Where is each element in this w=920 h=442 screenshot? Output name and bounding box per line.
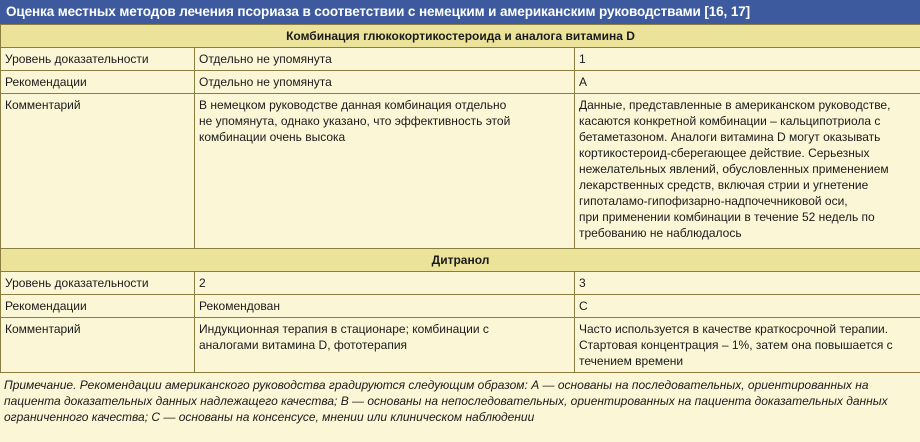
table-row [1,48,920,71]
row-label: Уровень доказательности [1,272,195,295]
german-cell: В немецком руководстве данная комбинация отдельно не упомянута, однако указано, что эффективность этой комбинации очень высока [195,94,575,249]
german-cell: Индукционная терапия в стационаре; комбинации с аналогами витамина D, фототерапия [195,318,575,373]
german-cell: Рекомендован [195,295,575,318]
american-cell: 1 [575,48,920,71]
american-cell: C [575,295,920,318]
footnote: Примечание. Рекомендации американского руководства градируются следующим образом: А — основаны на последовательных, ориентированных на пациента доказательных данных надлежащего качества; В — основаны на непоследовательных, ориентированных на пациента доказательных данных ограниченного качества; С — основаны на консенсусе, мнении или клиническом наблюдении [4,378,888,424]
section-header-row [1,25,920,48]
row-label: Уровень доказательности [1,48,195,71]
american-cell: Данные, представленные в американском руководстве, касаются конкретной комбинации – кальципотриола с бетаметазоном. Аналоги витамина D могут оказывать кортикостероид-сберегающее действие. Серьезных нежелательных явлений, обусловленных применением лекарственных средств, включая стрии и угнетение гипоталамо-гипофизарно-надпочечниковой оси, при применении комбинации в течение 52 недель по требованию не наблюдалось [575,94,920,249]
table-row [1,71,920,94]
table-row [1,94,920,249]
table-row [1,295,920,318]
american-cell: A [575,71,920,94]
american-cell: Часто используется в качестве краткосрочной терапии. Стартовая концентрация – 1%, затем она повышается с течением времени [575,318,920,373]
row-label: Рекомендации [1,295,195,318]
row-label: Рекомендации [1,71,195,94]
guidelines-table [0,24,920,373]
table-title: Оценка местных методов лечения псориаза в соответствии с немецким и американским руководствами [16, 17] [0,0,920,24]
table-row [1,272,920,295]
section-header: Комбинация глюкокортикостероида и аналога витамина D [1,25,920,48]
section-header: Дитранол [1,249,920,272]
german-cell: 2 [195,272,575,295]
table-row [1,318,920,373]
american-cell: 3 [575,272,920,295]
section-header-row [1,249,920,272]
german-cell: Отдельно не упомянута [195,48,575,71]
row-label: Комментарий [1,318,195,373]
row-label: Комментарий [1,94,195,249]
german-cell: Отдельно не упомянута [195,71,575,94]
